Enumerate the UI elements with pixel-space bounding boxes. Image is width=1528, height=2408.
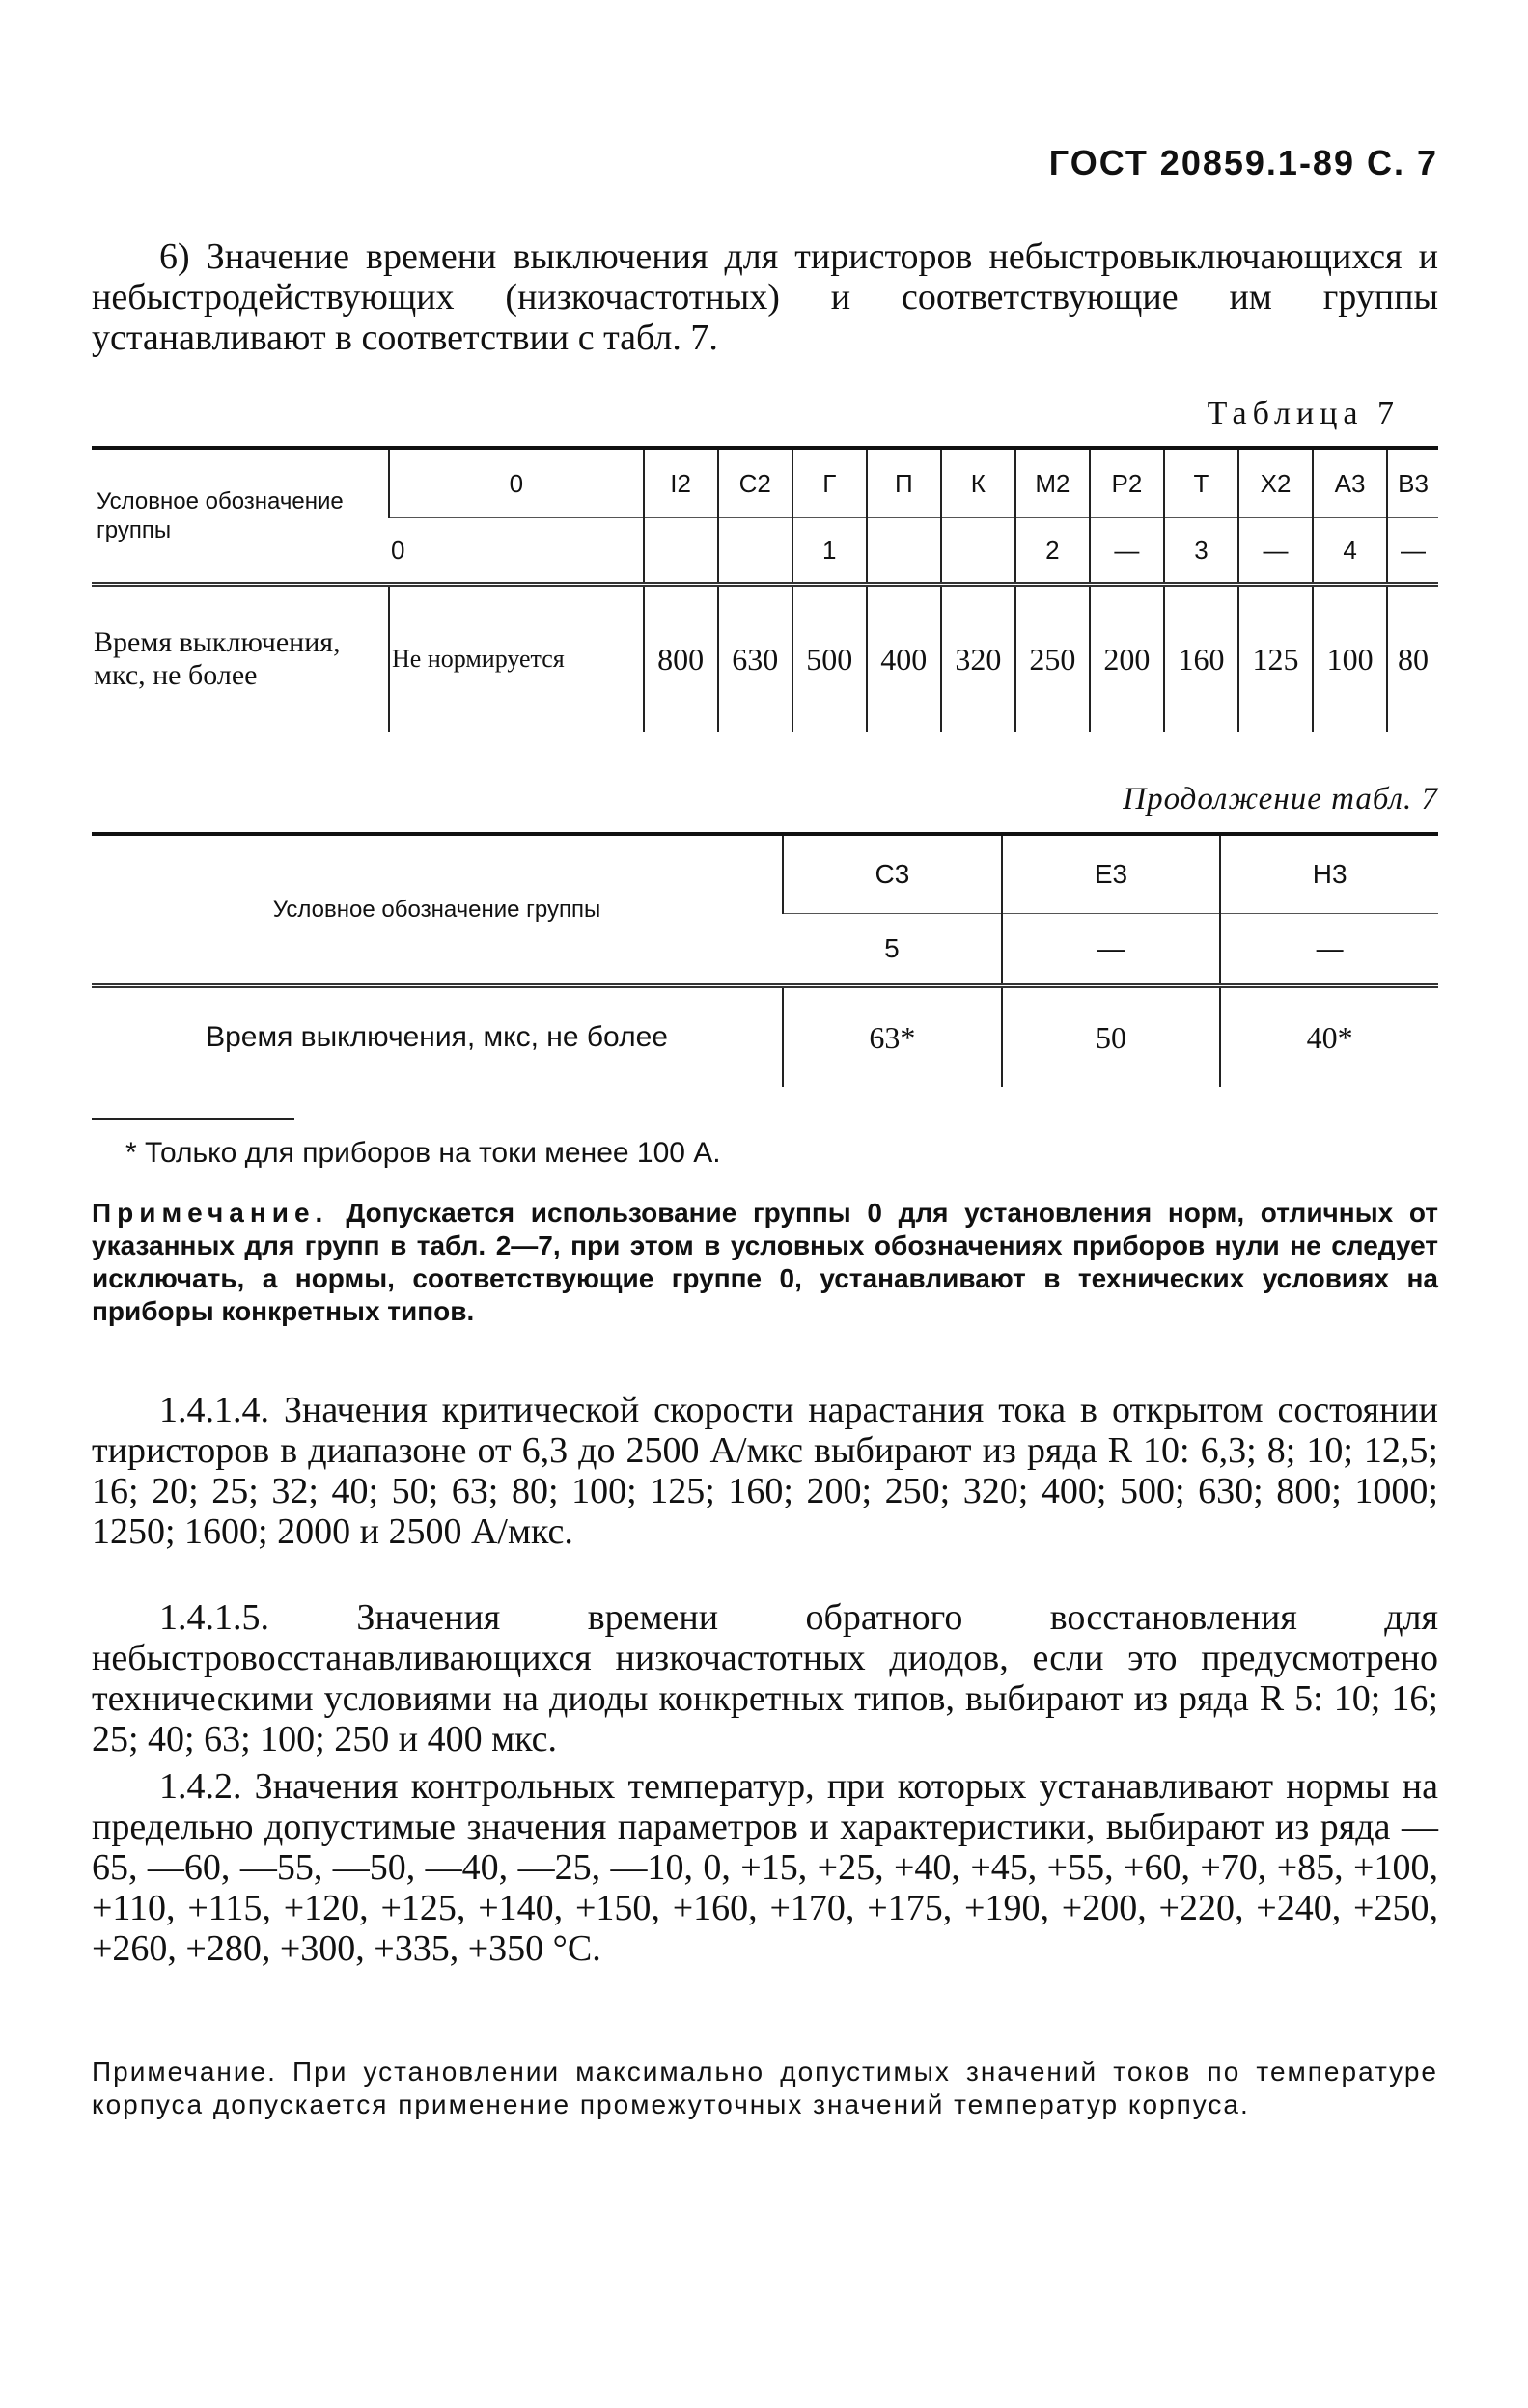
table-7-group-cell: К	[941, 448, 1015, 518]
table-7-code-cell: 4	[1313, 518, 1387, 585]
table-7-continuation-value-cell: 63*	[783, 986, 1002, 1088]
table-7-code-cell	[941, 518, 1015, 585]
table-7	[92, 446, 1438, 732]
table-7-first-value: Не нормируется	[389, 585, 644, 733]
table-7-continuation-code-cell: 5	[783, 914, 1002, 986]
note-text: Допускается использование группы 0 для установления норм, отличных от указанных для групп в табл. 2—7, при этом в условных обозначениях приборов нули не следует исключать, а нормы, соответствующие группе 0, устанавливают в технических условиях на приборы конкретных типов.	[92, 1198, 1438, 1326]
table-7-code-cell: —	[1238, 518, 1313, 585]
table-7-code-cell	[867, 518, 941, 585]
table-7-group-cell: А3	[1313, 448, 1387, 518]
paragraph-1-4-1-4: 1.4.1.4. Значения критической скорости нарастания тока в открытом состоянии тиристоров в диапазоне от 6,3 до 2500 А/мкс выбирают из ряда R 10: 6,3; 8; 10; 12,5; 16; 20; 25; 32; 40; 50; 63; 80; 100; 125; 160; 200; 250; 320; 400; 500; 630; 800; 1000; 1250; 1600; 2000 и 2500 А/мкс.	[92, 1390, 1438, 1552]
document-page	[92, 0, 1438, 2408]
table-7-group-cell: Х2	[1238, 448, 1313, 518]
paragraph-1-4-2: 1.4.2. Значения контрольных температур, при которых устанавливают нормы на предельно допустимые значения параметров и характеристики, выбирают из ряда —65, —60, —55, —50, —40, —25, —10, 0, +15, +25, +40, +45, +55, +60, +70, +85, +100, +110, +115, +120, +125, +140, +150, +160, +170, +175, +190, +200, +220, +240, +250, +260, +280, +300, +335, +350 °С.	[92, 1766, 1438, 1969]
table-7-value-cell: 125	[1238, 585, 1313, 733]
table-7-continuation-value-cell: 40*	[1220, 986, 1438, 1088]
table-7-caption: Таблица 7	[1207, 396, 1400, 431]
table-7-code-cell	[718, 518, 792, 585]
table-7-continuation-group-cell: С3	[783, 834, 1002, 914]
table-7-group-cell: С2	[718, 448, 792, 518]
table-7-group-cell: Г	[792, 448, 867, 518]
table-7-value-cell: 630	[718, 585, 792, 733]
note-block	[92, 1197, 1438, 1328]
table-7-value-cell: 800	[644, 585, 718, 733]
table-7-code-cell: 0	[389, 518, 644, 585]
table-7-value-cell: 100	[1313, 585, 1387, 733]
table-7-group-cell: П	[867, 448, 941, 518]
table-7-continuation-value-cell: 50	[1002, 986, 1221, 1088]
table-7-value-cell: 80	[1387, 585, 1438, 733]
table-7-code-cell: —	[1387, 518, 1438, 585]
paragraph-6: 6) Значение времени выключения для тиристоров небыстровыключающихся и небыстродействующих (низкочастотных) и соответствующие им группы устанавливают в соответствии с табл. 7.	[92, 236, 1438, 358]
table-7-continuation-label-head: Условное обозначение группы	[272, 896, 601, 923]
table-7-code-cell: 2	[1015, 518, 1090, 585]
table-7-continuation-caption: Продолжение табл. 7	[1123, 782, 1438, 817]
table-7-continuation-group-cell: Н3	[1220, 834, 1438, 914]
table-7-value-cell: 400	[867, 585, 941, 733]
table-7-value-cell: 320	[941, 585, 1015, 733]
table-7-continuation-label-values: Время выключения, мкс, не более	[206, 1021, 668, 1053]
table-7-continuation-code-cell: —	[1220, 914, 1438, 986]
table-7-code-cell	[644, 518, 718, 585]
table-7-value-cell: 200	[1090, 585, 1164, 733]
table-7-group-cell: М2	[1015, 448, 1090, 518]
table-7-value-cell: 250	[1015, 585, 1090, 733]
paragraph-1-4-1-5: 1.4.1.5. Значения времени обратного восстановления для небыстровосстанавливающихся низкочастотных диодов, если это предусмотрено техническими условиями на диоды конкретных типов, выбирают из ряда R 5: 10; 16; 25; 40; 63; 100; 250 и 400 мкс.	[92, 1597, 1438, 1759]
table-7-group-cell: 0	[389, 448, 644, 518]
table-7-group-cell: Р2	[1090, 448, 1164, 518]
table-7-continuation-group-cell: Е3	[1002, 834, 1221, 914]
table-7-value-cell: 500	[792, 585, 867, 733]
table-7-code-cell: 3	[1164, 518, 1238, 585]
table-7-label-head: Условное обозначение группы	[97, 487, 344, 543]
table-7-code-cell: 1	[792, 518, 867, 585]
footnote-divider	[92, 1118, 294, 1120]
table-7-label-values: Время выключения, мкс, не более	[94, 626, 341, 691]
final-note: Примечание. При установлении максимально допустимых значений токов по температуре корпуса допускается применение промежуточных значений температур корпуса.	[92, 2057, 1438, 2119]
table-7-code-cell: —	[1090, 518, 1164, 585]
table-7-group-cell: Т	[1164, 448, 1238, 518]
table-7-value-cell: 160	[1164, 585, 1238, 733]
note-title: Примечание.	[92, 1198, 329, 1228]
table-7-group-cell: В3	[1387, 448, 1438, 518]
table-7-group-cell: I2	[644, 448, 718, 518]
table-7-continuation-code-cell: —	[1002, 914, 1221, 986]
page-header: ГОСТ 20859.1-89 С. 7	[1048, 143, 1438, 182]
table-7-continuation	[92, 832, 1438, 1087]
footnote: * Только для приборов на токи менее 100 А.	[125, 1137, 721, 1169]
